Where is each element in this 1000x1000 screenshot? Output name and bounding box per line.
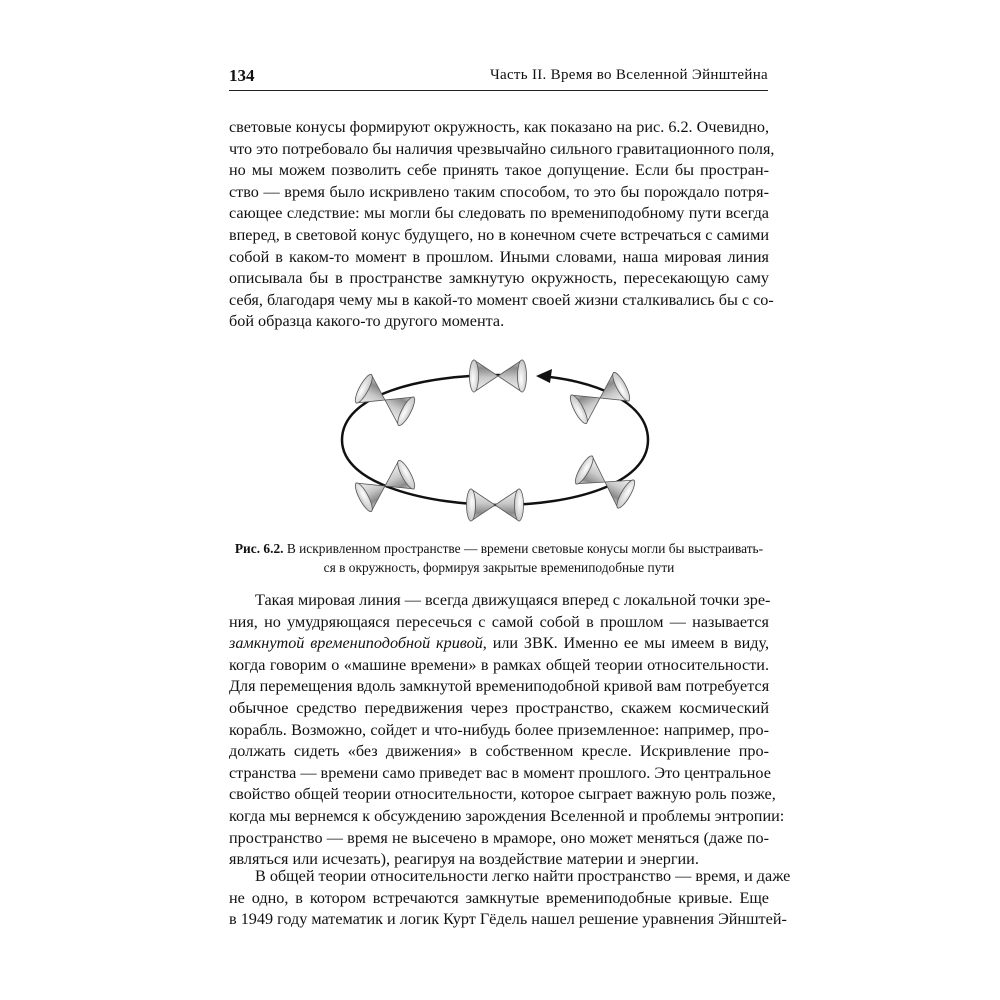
text-line: корабль. Возможно, сойдет и что-нибудь более приземленное: например, про- (229, 720, 769, 739)
text-line: не одно, в котором встречаются замкнутые времениподобные кривые. Еще (229, 888, 769, 907)
text-line: описывала бы в пространстве замкнутую окружность, пересекающую саму (229, 269, 769, 288)
running-title: Часть II. Время во Вселенной Эйнштейна (489, 67, 768, 83)
page-number: 134 (229, 66, 255, 85)
light-cone-icon (352, 458, 417, 513)
text-line: являться или исчезать), реагируя на воздействие материи и энергии. (229, 850, 699, 869)
text-line: пространство — время не высечено в мраморе, оно может меняться (даже по- (229, 828, 769, 847)
text-line: ство — время было искривлено таким способом, то это бы порождало потря- (229, 182, 769, 201)
text-line: сающее следствие: мы могли бы следовать по времениподобному пути всегда (229, 204, 769, 223)
italic-term: замкнутой времениподобной кривой (229, 634, 483, 653)
text-line: в 1949 году математик и логик Курт Гёдель нашел решение уравнения Эйнштей- (229, 910, 787, 929)
light-cone-icon (352, 372, 417, 427)
arrow-icon (536, 369, 552, 383)
text-line: но мы можем позволить себе принять такое допущение. Если бы простран- (229, 161, 769, 180)
paragraph-3 (229, 866, 791, 931)
text-line (229, 633, 769, 655)
light-cone-icon (567, 370, 632, 425)
paragraph-1 (229, 117, 775, 333)
paragraph-2 (229, 590, 785, 871)
light-cone-icon (467, 489, 524, 521)
text-line: когда мы вернемся к обсуждению зарождения Вселенной и проблемы энтропии: (229, 806, 785, 825)
text-line: должать сидеть «без движения» в собственном кресле. Искривление про- (229, 742, 769, 761)
text-line: вперед, в световой конус будущего, но в конечном счете встречаться с самими (229, 225, 769, 244)
light-cone-icon (470, 360, 527, 392)
text-line: себя, благодаря чему мы в какой-то момент своей жизни сталкивались бы с со- (229, 290, 774, 309)
text-line: странства — времени само приведет вас в момент прошлого. Это центральное (229, 763, 771, 782)
text-line: световые конусы формируют окружность, как показано на рис. 6.2. Очевидно, (229, 118, 770, 136)
caption-label: Рис. 6.2. (234, 541, 284, 556)
caption-line: ся в окружность, формируя закрытые времениподобные пути (323, 559, 675, 575)
text-line: собой в каком-то момент в прошлом. Иными словами, наша мировая линия (229, 247, 769, 266)
caption-line (229, 540, 769, 559)
text-line: свойство общей теории относительности, которое сыграет важную роль позже, (229, 785, 776, 804)
light-cone-icon (572, 454, 637, 510)
text-line: обычное средство передвижения через пространство, скажем космический (229, 698, 769, 717)
text-line: что это потребовало бы наличия чрезвычайно сильного гравитационного поля, (229, 139, 775, 158)
running-header (229, 66, 768, 91)
figure-caption (229, 540, 769, 577)
caption-text: В искривленном пространстве — времени световые конусы могли бы выстраивать- (286, 541, 764, 556)
text-line: Такая мировая линия — всегда движущаяся вперед с локальной точки зре- (255, 591, 771, 609)
text-segment: , или ЗВК. Именно ее мы имеем в виду, (482, 634, 769, 653)
text-line: бой образца какого-то другого момента. (229, 312, 505, 331)
text-line: Для перемещения вдоль замкнутой времениподобной кривой вам потребуется (229, 677, 770, 696)
text-line: ния, но умудряющаяся пересечься с самой собой в прошлом — называется (229, 612, 769, 631)
text-line: В общей теории относительности легко найти пространство — время, и даже (255, 867, 791, 885)
text-line: когда говорим о «машине времени» в рамках общей теории относительности. (229, 655, 769, 674)
light-cones-figure (330, 340, 670, 540)
